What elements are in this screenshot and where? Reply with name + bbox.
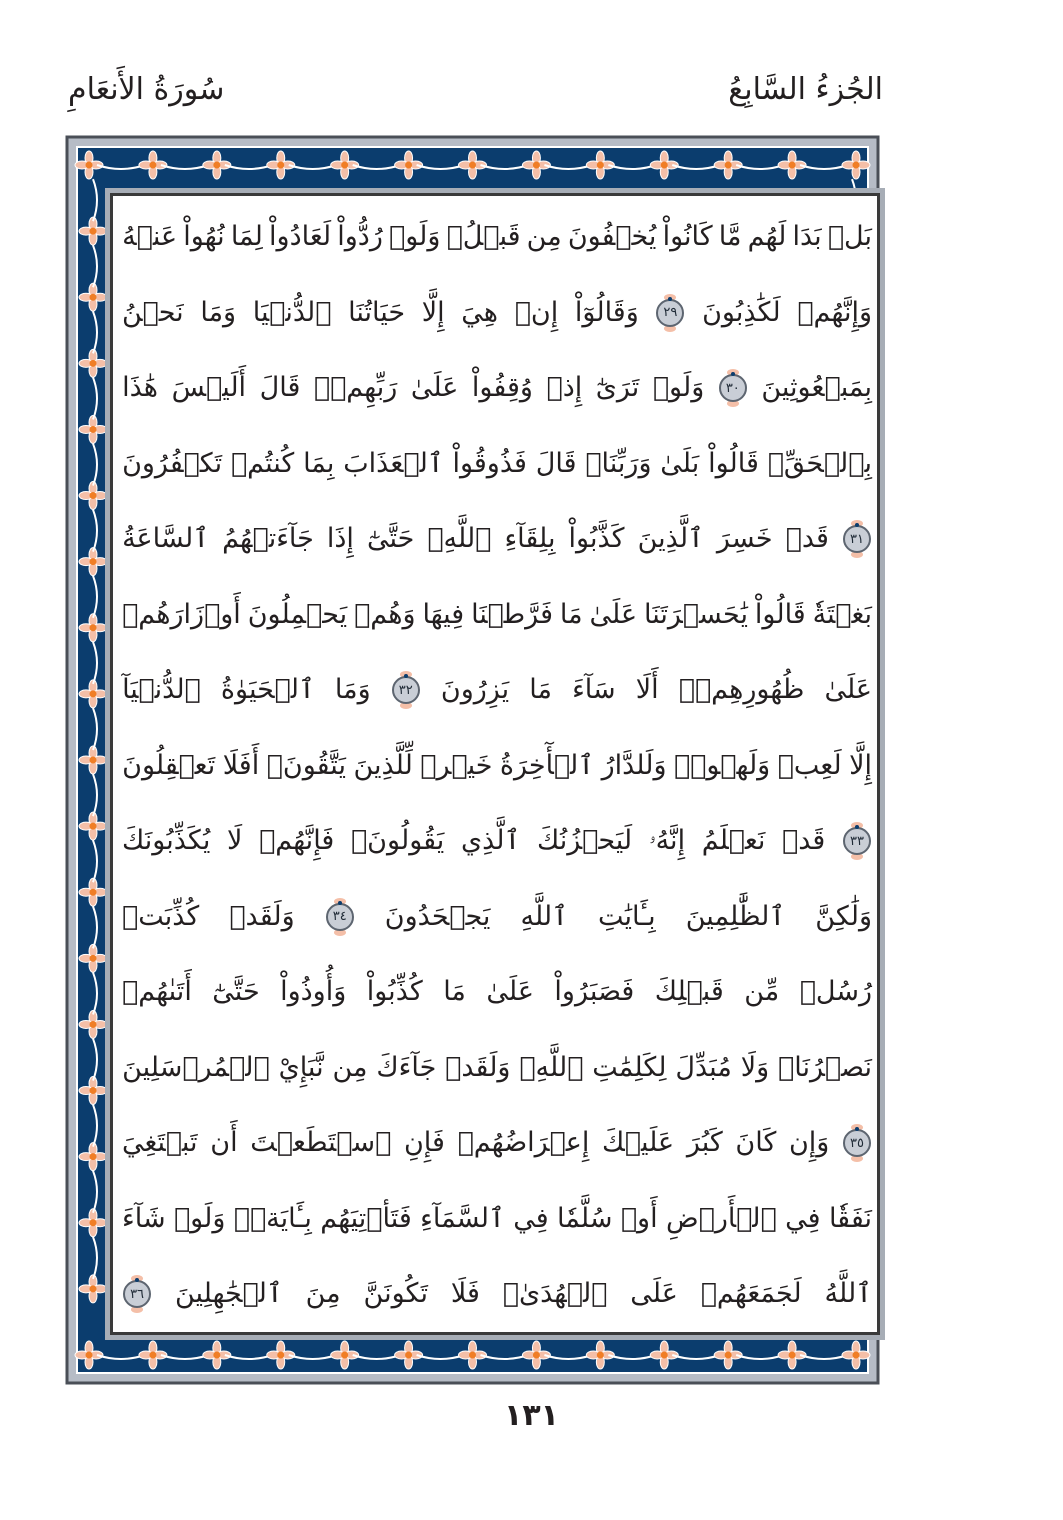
ayah-number: ٣٦ (123, 1280, 151, 1308)
word: لَعَادُواْ (269, 221, 332, 252)
word: يُكَذِّبُونَكَ (122, 825, 211, 856)
marker-dot-icon (855, 825, 859, 829)
word: فِي (785, 1202, 821, 1234)
text-line (122, 582, 872, 648)
word: أَوۡ (620, 1202, 658, 1234)
word: ٱلۡأٓخِرَةُ (499, 749, 595, 781)
word: كُذِّبُواْ (366, 976, 423, 1007)
ayah-number-marker (391, 671, 421, 709)
ayah-number-marker (842, 822, 872, 860)
word: بِمَبۡعُوثِينَ (761, 372, 872, 403)
word: ٱلۡعَذَابَ (343, 447, 444, 479)
word: يَتَّقُونَۚ (266, 749, 346, 781)
word: بِلِقَآءِ (504, 523, 556, 554)
word: وَلَقَدۡ (445, 1051, 511, 1083)
word: جَآءَكَ (376, 1051, 437, 1083)
word: أَتَىٰهُمۡ (122, 976, 192, 1007)
word: مَا (559, 598, 583, 630)
word: مِنَ (305, 1278, 341, 1309)
word: قَالُواْ (754, 598, 806, 630)
marker-dot-icon (338, 901, 342, 905)
word: كَبُرَ (686, 1127, 723, 1158)
word: كَانَ (735, 1127, 777, 1158)
word: وَمَا (334, 674, 371, 705)
word: عَلَىٰ (486, 976, 534, 1007)
word: ٱلۡحَيَوٰةُ (220, 674, 315, 705)
word: كَذَّبُواْ (568, 523, 625, 554)
word: أَلَيۡسَ (171, 372, 247, 403)
word: نُهُواْ (183, 221, 225, 252)
page-header (68, 72, 883, 122)
word: يَقُولُونَۖ (350, 825, 445, 856)
word: لَعِبٞ (777, 749, 842, 781)
word: ٱلظَّٰلِمِينَ (685, 900, 786, 932)
quran-text (122, 198, 872, 1333)
word: مِن (526, 221, 562, 252)
word: إِذَا (326, 523, 354, 554)
word: ٱلۡهُدَىٰۚ (502, 1278, 608, 1309)
word: بِـَٔايَةٖۚ (233, 1202, 312, 1234)
word: نَصۡرُنَاۚ (778, 1051, 872, 1083)
word: إِذۡ (546, 372, 583, 403)
word: نَّبَإِيْ (278, 1051, 324, 1083)
ayah-number-marker (842, 1124, 872, 1162)
word: وَلَوۡ (652, 372, 705, 403)
ayah-number: ٣٣ (843, 827, 871, 855)
word: مِّن (744, 976, 780, 1007)
ayah-number: ٣٥ (843, 1129, 871, 1157)
text-line (122, 1110, 872, 1176)
word: ٱلسَّاعَةُ (122, 523, 210, 554)
word: وَهُمۡ (354, 598, 416, 630)
ayah-number-marker (842, 520, 872, 558)
word: نَعۡلَمُ (701, 825, 766, 856)
word: ٱسۡتَطَعۡتَ (250, 1127, 392, 1158)
word: بَدَا (792, 221, 822, 252)
word: فَلَا (450, 1278, 480, 1309)
word: مَّا (718, 221, 742, 252)
word: تَكۡفُرُونَ (122, 447, 223, 479)
ayah-number-marker (655, 294, 685, 332)
word: بِٱلۡحَقِّۚ (767, 447, 872, 479)
word: فِيهَا (422, 598, 465, 630)
text-line (122, 431, 872, 497)
word: ٱللَّهُ (824, 1278, 872, 1309)
word: كُنتُمۡ (230, 447, 295, 479)
word: وَلَا (740, 1051, 770, 1083)
text-line (122, 204, 872, 270)
word: عَلَىٰ (410, 372, 459, 403)
text-line (122, 1261, 872, 1327)
text-line (122, 959, 872, 1025)
word: وَمَا (200, 296, 237, 328)
word: خَيۡرٞ (420, 749, 493, 781)
word: عَنۡهُ (122, 221, 178, 252)
word: وَرَبِّنَاۚ (585, 447, 652, 479)
word: تَبۡتَغِيَ (122, 1127, 198, 1158)
word: ٱلدُّنۡيَآ (122, 674, 201, 705)
word: مَا (443, 976, 466, 1007)
word: ظُهُورِهِمۡۚ (678, 674, 805, 705)
word: يَجۡحَدُونَ (384, 900, 491, 932)
text-line (122, 884, 872, 950)
word: قَبۡلُۖ (446, 221, 521, 252)
text-line (122, 280, 872, 346)
word: خَسِرَ (716, 523, 773, 554)
word: قَدۡ (785, 523, 829, 554)
word: جَآءَتۡهُمُ (222, 523, 314, 554)
marker-dot-icon (404, 674, 408, 678)
word: أَفَلَا (222, 749, 260, 781)
word: لِّلَّذِينَ (353, 749, 413, 781)
word: ٱلَّذِينَ (637, 523, 704, 554)
word: كُذِّبَتۡ (122, 900, 200, 932)
ayah-number: ٣٤ (326, 903, 354, 931)
word: ٱلۡجَٰهِلِينَ (174, 1278, 283, 1309)
word: عَلَىٰ (589, 598, 638, 630)
word: تَكُونَنَّ (363, 1278, 428, 1309)
word: يَحۡمِلُونَ (247, 598, 348, 630)
word: إِعۡرَاضُهُمۡ (457, 1127, 590, 1158)
word: وَلَوۡ (173, 1202, 226, 1234)
text-line (122, 1186, 872, 1252)
word: فَإِنَّهُمۡ (259, 825, 335, 856)
word: حَيَاتُنَا (348, 296, 406, 328)
word: لَجَمَعَهُمۡ (700, 1278, 802, 1309)
ayah-number-marker (718, 369, 748, 407)
word: قَالَ (535, 447, 577, 479)
word: إِلَّا (849, 749, 872, 781)
word: يُخۡفُونَ (567, 221, 657, 252)
word: لِمَا (230, 221, 263, 252)
word: قَدۡ (782, 825, 826, 856)
text-line (122, 657, 872, 723)
word: إِلَّا (421, 296, 445, 328)
word: فَتَأۡتِيَهُم (320, 1202, 412, 1234)
word: بِـَٔايَٰتِ (598, 900, 656, 932)
word: عَلَىٰ (824, 674, 872, 705)
word: نَحۡنُ (122, 296, 184, 328)
ayah-number: ٣٢ (392, 676, 420, 704)
word: يَزِرُونَ (440, 674, 510, 705)
word: وُقِفُواْ (471, 372, 533, 403)
word: بِمَا (303, 447, 335, 479)
word: وَلَهۡوٞۖ (673, 749, 771, 781)
ayah-number: ٣٠ (719, 374, 747, 402)
word: لِكَلِمَٰتِ (592, 1051, 667, 1083)
word: بَلۡ (827, 221, 872, 252)
word: ٱلۡمُرۡسَلِينَ (122, 1051, 270, 1083)
text-line (122, 808, 872, 874)
word: هَٰذَا (122, 372, 159, 403)
word: وَلَوۡ (389, 221, 441, 252)
word: هِيَ (461, 296, 499, 328)
word: لَكَٰذِبُونَ (702, 296, 781, 328)
word: سُلَّمٗا (557, 1202, 613, 1234)
surah-name: سُورَةُ الأَنعَامِ (68, 72, 225, 107)
text-line (122, 506, 872, 572)
page-number: ١٣١ (504, 1398, 559, 1433)
word: فَصَبَرُواْ (554, 976, 635, 1007)
word: حَتَّىٰٓ (212, 976, 260, 1007)
ayah-number-marker (325, 898, 355, 936)
word: ٱلۡأَرۡضِ (665, 1202, 777, 1234)
word: لَا (227, 825, 243, 856)
word: نَفَقٗا (828, 1202, 872, 1234)
word: ٱلسَّمَآءِ (420, 1202, 505, 1234)
word: عَلَيۡكَ (602, 1127, 675, 1158)
word: حَتَّىٰٓ (366, 523, 415, 554)
word: فَذُوقُواْ (452, 447, 527, 479)
word: فَإِنِ (403, 1127, 445, 1158)
word: فَرَّطۡنَا (471, 598, 553, 630)
marker-dot-icon (731, 372, 735, 376)
word: تَعۡقِلُونَ (122, 749, 216, 781)
word: وَإِن (788, 1127, 830, 1158)
word: ٱلدُّنۡيَا (252, 296, 332, 328)
word: بَلَىٰ (660, 447, 700, 479)
word: وَقَالُوٓاْ (574, 296, 639, 328)
marker-dot-icon (855, 1127, 859, 1131)
word: قَالَ (259, 372, 301, 403)
word: ٱللَّهِۚ (519, 1051, 584, 1083)
word: قَبۡلِكَ (654, 976, 724, 1007)
text-line (122, 733, 872, 799)
ayah-number: ٢٩ (656, 299, 684, 327)
word: أَوۡزَارَهُمۡ (122, 598, 241, 630)
word: ٱللَّهِۖ (427, 523, 492, 554)
word: مِن (332, 1051, 368, 1083)
word: لَيَحۡزُنُكَ (536, 825, 633, 856)
word: كَانُواْ (662, 221, 713, 252)
word: مَا (529, 674, 552, 705)
word: مُبَدِّلَ (675, 1051, 732, 1083)
word: وَلَقَدۡ (229, 900, 295, 932)
word: وَلَلدَّارُ (601, 749, 667, 781)
word: يَٰحَسۡرَتَنَا (643, 598, 748, 630)
word: تَرَىٰٓ (595, 372, 640, 403)
word: أَن (210, 1127, 238, 1158)
word: وَأُوذُواْ (280, 976, 347, 1007)
ayah-number-marker (122, 1275, 152, 1313)
ayah-number: ٣١ (843, 525, 871, 553)
word: إِنَّهُۥ (648, 825, 686, 856)
text-line (122, 1035, 872, 1101)
word: رُدُّواْ (337, 221, 383, 252)
word: وَلَٰكِنَّ (815, 900, 872, 932)
word: قَالُواْ (708, 447, 759, 479)
word: شَآءَ (122, 1202, 166, 1234)
word: رَبِّهِمۡۚ (313, 372, 398, 403)
marker-dot-icon (855, 523, 859, 527)
juz-name: الجُزءُ السَّابِعُ (728, 72, 883, 107)
word: إِنۡ (514, 296, 559, 328)
word: أَلَا (635, 674, 659, 705)
text-line (122, 355, 872, 421)
word: بَغۡتَةٗ (812, 598, 872, 630)
word: ٱللَّهِ (520, 900, 568, 932)
word: عَلَى (630, 1278, 678, 1309)
word: سَآءَ (572, 674, 616, 705)
word: وَإِنَّهُمۡ (797, 296, 872, 328)
word: لَهُم (747, 221, 787, 252)
word: رُسُلٞ (799, 976, 872, 1007)
word: فِي (513, 1202, 549, 1234)
word: ٱلَّذِي (460, 825, 521, 856)
